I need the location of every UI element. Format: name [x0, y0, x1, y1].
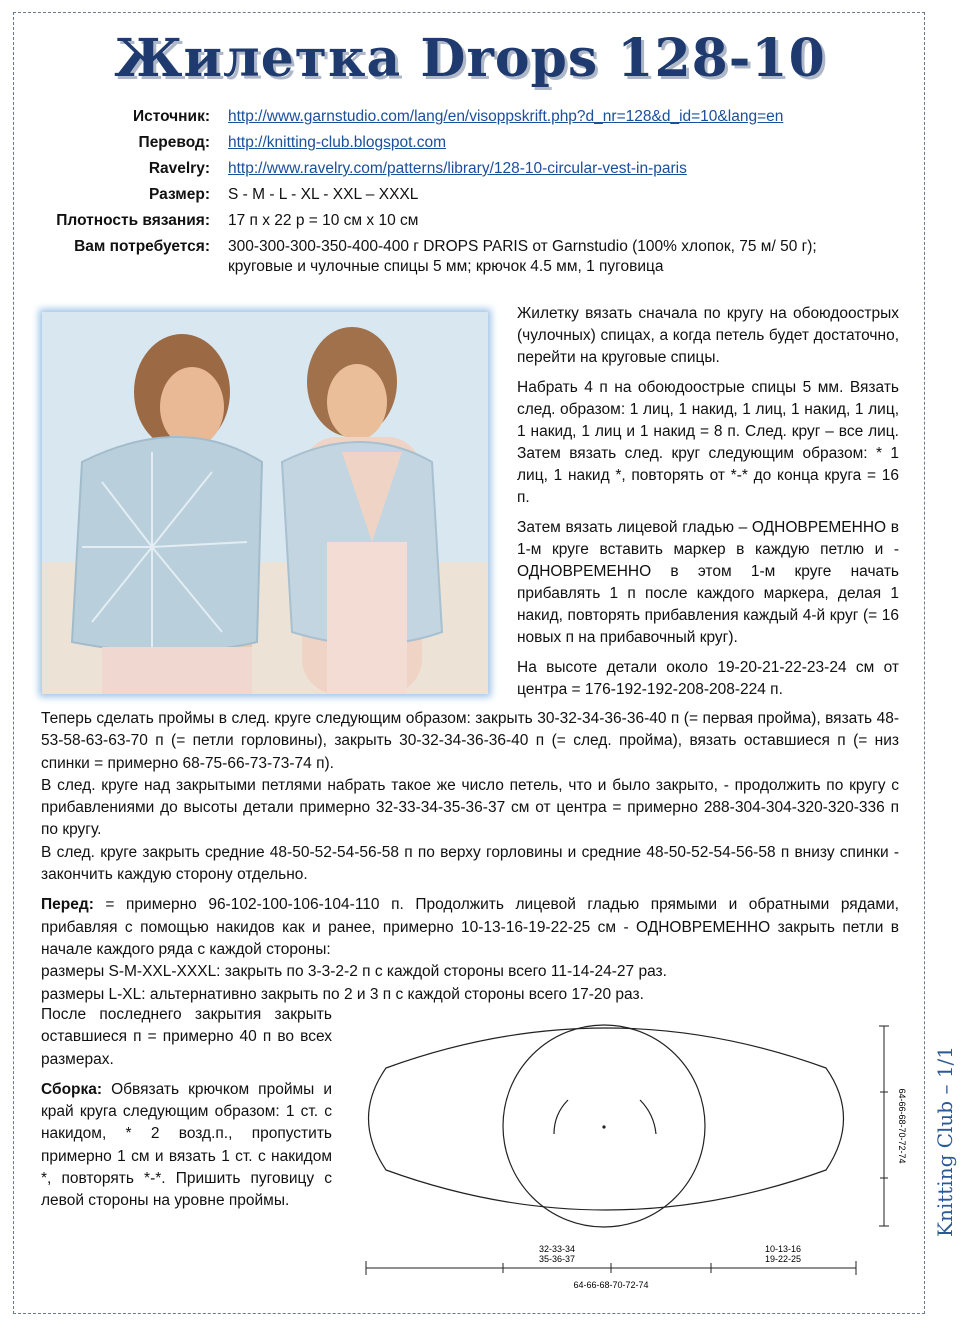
paragraph-5: Теперь сделать проймы в след. круге следующим образом: закрыть 30-32-34-36-36-40 п (= первая пройма), вязать 48-53-58-63-63-70 п (= петли горловины), закрыть 30-32-34-36-36-40 п (= след. пройма), вязать оставшиеся п (= низ спинки = примерно 68-75-66-73-73-74 п). — [41, 710, 899, 772]
width-measure: 64-66-68-70-72-74 — [573, 1280, 649, 1290]
paragraph-1: Жилетку вязать сначала по кругу на обоюдоострых (чулочных) спицах, а когда петель будет достаточно, перейти на круговые спицы. — [517, 305, 899, 366]
paragraph-11: После последнего закрытия закрыть оставшиеся п = примерно 40 п во всех размерах. — [41, 1006, 332, 1068]
side-label — [930, 1025, 960, 1240]
size-value: S - M - L - XL - XXL – XXXL — [228, 186, 419, 203]
model-photo-illustration — [42, 312, 488, 694]
materials-line-1: 300-300-300-350-400-400 г DROPS PARIS от Garnstudio (100% хлопок, 75 м/ 50 г); — [228, 238, 817, 255]
finishing-text — [41, 1004, 332, 1221]
front-measure-line-1: 10-13-16 — [764, 1244, 802, 1254]
size-row — [40, 182, 888, 208]
gauge-label: Плотность вязания: — [56, 212, 210, 229]
paragraph-10: размеры L-XL: альтернативно закрыть по 2 и 3 п с каждой стороны всего 17-20 раз. — [41, 985, 644, 1003]
source-row — [40, 104, 888, 130]
center-dot — [602, 1125, 605, 1128]
front-label: Перед: — [41, 896, 94, 914]
main-text — [41, 708, 899, 1006]
assembly-paragraph — [41, 1079, 332, 1213]
front-measure-line-2: 19-22-25 — [764, 1254, 802, 1264]
circle-measure-line-1: 32-33-34 — [538, 1244, 576, 1254]
front-paragraph — [41, 894, 899, 961]
ravelry-link[interactable]: http://www.ravelry.com/patterns/library/128-10-circular-vest-in-paris — [228, 160, 687, 177]
source-label: Источник: — [132, 108, 210, 125]
paragraph-2: Набрать 4 п на обоюдоострые спицы 5 мм. Вязать след. образом: 1 лиц, 1 накид, 1 лиц, 1 накид, 1 лиц, 1 накид, 1 лиц и 1 накид = 8 п. След. круг – все лиц. Затем вязать след. круг следующим образом: * 1 лиц, 1 накид *, повторять от *-* до конца круга = 16 п. — [517, 379, 899, 506]
paragraph-3: Затем вязать лицевой гладью – ОДНОВРЕМЕННО в 1-м круге вставить маркер в каждую петлю и - ОДНОВРЕМЕННО в этом 1-м круге начать прибавлять 1 п после каждого маркера, делая 1 накид, повторять прибавления каждый 4-й круг (= 16 новых п на прибавочный круг). — [517, 519, 899, 646]
size-label: Размер: — [149, 186, 210, 203]
circle-measure-line-2: 35-36-37 — [538, 1254, 576, 1264]
paragraph-4: На высоте детали около 19-20-21-22-23-24 см от центра = 176-192-192-208-208-224 п. — [517, 659, 899, 698]
materials-line-2: круговые и чулочные спицы 5 мм; крючок 4.5 мм, 1 пуговица — [228, 258, 664, 275]
pattern-info — [40, 104, 888, 277]
side-label-text: Knitting Club – 1/1 — [933, 1045, 957, 1237]
gauge-row — [40, 208, 888, 234]
translation-label: Перевод: — [138, 134, 210, 151]
assembly-text: Обвязать крючком проймы и край круга следующим образом: 1 ст. с накидом, * 2 возд.п., пропустить примерно 1 см и вязать 1 ст. с накидом *, повторять *-*. Пришить пуговицу с левой стороны на уровне проймы. — [41, 1080, 332, 1210]
ravelry-label: Ravelry: — [148, 160, 210, 177]
armhole-right — [640, 1100, 656, 1134]
paragraph-6: В след. круге над закрытыми петлями набрать такое же число петель, что и было закрыто, - продолжить по кругу с прибавлениями до высоты детали примерно 32-33-34-35-36-37 см от центра = примерно 288-304-304-320-320-336 п по кругу. — [41, 776, 899, 839]
gauge-value: 17 п х 22 р = 10 см х 10 см — [228, 212, 419, 229]
page-title: Жилетка Drops 128-10 — [114, 28, 826, 89]
paragraph-9: размеры S-M-XXL-XXXL: закрыть по 3-3-2-2 п с каждой стороны всего 11-14-24-27 раз. — [41, 963, 667, 981]
intro-text — [517, 303, 899, 709]
paragraph-7: В след. круге закрыть средние 48-50-52-54-56-58 п по верху горловины и средние 48-50-52-54-56-58 п внизу спинки - закончить каждую сторону отдельно. — [41, 843, 899, 884]
armhole-left — [554, 1100, 568, 1134]
materials-value — [228, 234, 888, 277]
assembly-label: Сборка: — [41, 1080, 103, 1098]
vest-outline — [369, 1028, 844, 1210]
materials-label: Вам потребуется: — [74, 238, 210, 255]
schematic-diagram — [356, 1018, 916, 1298]
front-text: = примерно 96-102-100-106-104-110 п. Продолжить лицевой гладью прямыми и обратными рядами, прибавляя с помощью накидов как и ранее, примерно 10-13-16-19-22-25 см - ОДНОВРЕМЕННО закрыть петли в начале каждого ряда с каждой стороны: — [41, 896, 899, 958]
translation-row — [40, 130, 888, 156]
height-measure: 64-66-68-70-72-74 — [897, 1088, 907, 1164]
model-photo — [42, 312, 488, 694]
ravelry-row — [40, 156, 888, 182]
source-link[interactable]: http://www.garnstudio.com/lang/en/visoppskrift.php?d_nr=128&d_id=10&lang=en — [228, 108, 784, 125]
translation-link[interactable]: http://knitting-club.blogspot.com — [228, 134, 446, 151]
materials-row — [40, 234, 888, 277]
